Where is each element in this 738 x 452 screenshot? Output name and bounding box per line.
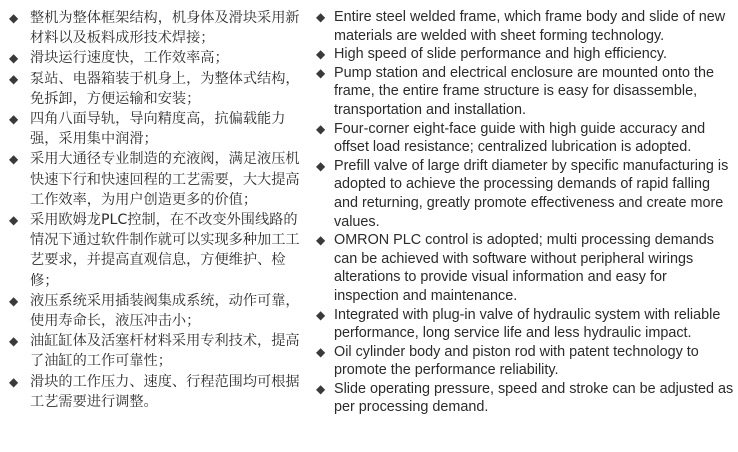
zh-list-item: [6, 48, 302, 68]
en-item-text: Oil cylinder body and piston rod with patent technology to promote the performance reliability.: [334, 343, 699, 379]
en-list-item: [316, 231, 734, 305]
diamond-bullet-icon: ◆: [9, 374, 19, 389]
en-list-item: [316, 45, 734, 64]
diamond-bullet-icon: ◆: [316, 381, 326, 396]
diamond-bullet-icon: ◆: [316, 10, 326, 24]
diamond-bullet-icon: ◆: [9, 334, 19, 349]
zh-item-text: 采用大通径专业制造的充液阀，满足液压机快速下行和快速回程的工艺需要，大大提高工作效率，为用户创造更多的价值；: [30, 151, 300, 208]
zh-list-item: [6, 372, 302, 412]
diamond-bullet-icon: ◆: [316, 233, 326, 248]
diamond-bullet-icon: ◆: [9, 152, 19, 167]
zh-list-item: [6, 331, 302, 371]
zh-list-item: [6, 210, 302, 291]
diamond-bullet-icon: ◆: [316, 121, 326, 136]
en-list-item: [316, 157, 734, 231]
en-item-text: Entire steel welded frame, which frame body and slide of new materials are welded with sheet forming technology.: [334, 9, 726, 44]
diamond-bullet-icon: ◆: [316, 158, 326, 173]
zh-item-text: 滑块的工作压力、速度、行程范围均可根据工艺需要进行调整。: [30, 373, 300, 410]
diamond-bullet-icon: ◆: [316, 47, 326, 62]
diamond-bullet-icon: ◆: [9, 71, 19, 86]
zh-item-text: 滑块运行速度快，工作效率高；: [30, 50, 229, 67]
en-item-text: Slide operating pressure, speed and stroke can be adjusted as per processing demand.: [334, 380, 734, 416]
zh-item-text: 四角八面导轨，导向精度高，抗偏载能力强，采用集中润滑；: [30, 111, 286, 148]
english-feature-list: [316, 8, 734, 417]
zh-item-text: 整机为整体框架结构，机身体及滑块采用新材料以及板料成形技术焊接；: [30, 10, 300, 47]
en-list-item: [316, 64, 734, 120]
zh-list-item: [6, 8, 302, 48]
en-list-item: [316, 120, 734, 157]
zh-item-text: 采用欧姆龙PLC控制，在不改变外围线路的情况下通过软件制作就可以实现多种加工工艺要求，并提高直观信息，方便维护、检修；: [30, 212, 300, 289]
diamond-bullet-icon: ◆: [9, 213, 19, 228]
zh-item-text: 油缸缸体及活塞杆材料采用专利技术，提高了油缸的工作可靠性；: [30, 333, 300, 370]
diamond-bullet-icon: ◆: [9, 293, 19, 308]
zh-list-item: [6, 149, 302, 210]
diamond-bullet-icon: ◆: [9, 11, 19, 25]
zh-item-text: 泵站、电器箱装于机身上，为整体式结构，免拆卸，方便运输和安装；: [30, 70, 300, 107]
en-item-text: OMRON PLC control is adopted; multi processing demands can be achieved with software without peripheral wirings alterations to provide visual information and easy for inspection and maintenance.: [334, 232, 714, 304]
diamond-bullet-icon: ◆: [316, 344, 326, 359]
en-list-item: [316, 343, 734, 380]
diamond-bullet-icon: ◆: [316, 65, 326, 80]
en-item-text: Prefill valve of large drift diameter by specific manufacturing is adopted to achieve the processing demands of rapid falling and returning, greatly promote effectiveness and create more values.: [334, 157, 729, 230]
chinese-feature-list: [6, 8, 302, 412]
en-item-text: Pump station and electrical enclosure are mounted onto the frame, the entire frame structure is easy for disassemble, transportation and installation.: [334, 64, 714, 118]
en-list-item: [316, 306, 734, 343]
zh-item-text: 液压系统采用插装阀集成系统，动作可靠，使用寿命长，液压冲击小；: [30, 292, 300, 330]
diamond-bullet-icon: ◆: [316, 307, 326, 322]
en-list-item: [316, 380, 734, 417]
diamond-bullet-icon: ◆: [9, 112, 19, 127]
zh-list-item: [6, 291, 302, 331]
en-item-text: High speed of slide performance and high efficiency.: [334, 46, 668, 63]
diamond-bullet-icon: ◆: [9, 51, 19, 66]
en-item-text: Four-corner eight-face guide with high guide accuracy and offset load resistance; centralized lubrication is adopted.: [334, 120, 706, 156]
en-item-text: Integrated with plug-in valve of hydraulic system with reliable performance, long service life and less hydraulic impact.: [334, 306, 721, 342]
zh-list-item: [6, 109, 302, 149]
en-list-item: [316, 8, 734, 45]
zh-list-item: [6, 69, 302, 109]
